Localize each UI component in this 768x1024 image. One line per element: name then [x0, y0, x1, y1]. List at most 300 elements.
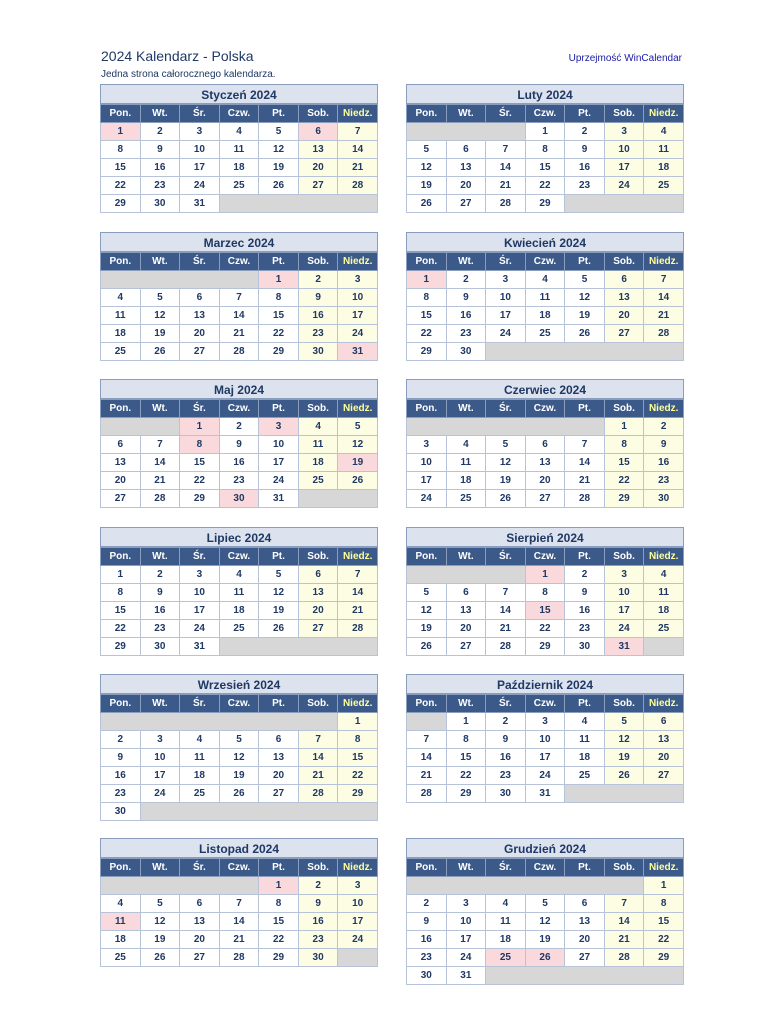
day-cell: 27: [525, 490, 565, 508]
day-cell: 4: [525, 271, 565, 289]
day-cell: 11: [180, 749, 220, 767]
day-cell: 15: [407, 307, 447, 325]
week-row: [407, 967, 684, 985]
day-cell: 13: [180, 913, 220, 931]
day-cell: 21: [219, 325, 259, 343]
month-november: [100, 838, 378, 967]
day-cell: 25: [101, 343, 141, 361]
day-cell: 11: [446, 454, 486, 472]
day-cell: 18: [565, 749, 605, 767]
weekday-header: Pon.: [101, 695, 141, 713]
weekday-header: Sob.: [604, 859, 644, 877]
day-cell: 10: [338, 895, 378, 913]
empty-cell: [298, 490, 377, 508]
day-cell: 9: [298, 289, 338, 307]
week-row: [101, 566, 378, 584]
week-row: [101, 159, 378, 177]
month-grid: [100, 252, 378, 361]
week-row: [407, 713, 684, 731]
day-cell: 6: [446, 584, 486, 602]
week-row: [101, 877, 378, 895]
week-row: [101, 731, 378, 749]
day-cell: 9: [644, 436, 684, 454]
day-cell: 19: [565, 307, 605, 325]
day-cell: 13: [298, 584, 338, 602]
weekday-header-row: [101, 253, 378, 271]
day-cell: 19: [140, 931, 180, 949]
weekday-header: Czw.: [219, 253, 259, 271]
day-cell: 21: [565, 472, 605, 490]
weekday-header: Pon.: [407, 548, 447, 566]
day-cell: 21: [338, 602, 378, 620]
empty-cell: [565, 785, 684, 803]
day-cell: 4: [219, 123, 259, 141]
week-row: [101, 931, 378, 949]
day-cell: 5: [219, 731, 259, 749]
weekday-header: Czw.: [219, 548, 259, 566]
day-cell: 18: [644, 602, 684, 620]
day-cell: 29: [644, 949, 684, 967]
day-cell: 8: [180, 436, 220, 454]
day-cell: 29: [525, 638, 565, 656]
weekday-header: Wt.: [140, 548, 180, 566]
day-cell: 12: [525, 913, 565, 931]
week-row: [101, 454, 378, 472]
day-cell: 16: [486, 749, 526, 767]
day-cell: 17: [604, 159, 644, 177]
day-cell: 14: [338, 584, 378, 602]
month-april: [406, 232, 684, 361]
empty-cell: [101, 713, 338, 731]
weekday-header: Pt.: [565, 253, 605, 271]
day-cell: 13: [446, 159, 486, 177]
day-cell: 17: [180, 159, 220, 177]
day-cell: 24: [180, 177, 220, 195]
day-cell: 21: [298, 767, 338, 785]
day-cell: 20: [180, 931, 220, 949]
day-cell: 15: [180, 454, 220, 472]
weekday-header: Pt.: [259, 400, 299, 418]
month-grid: [406, 858, 684, 985]
day-cell: 12: [259, 584, 299, 602]
empty-cell: [407, 566, 526, 584]
week-row: [407, 289, 684, 307]
day-cell: 22: [101, 177, 141, 195]
month-title: Czerwiec 2024: [406, 379, 684, 399]
day-cell: 25: [644, 177, 684, 195]
day-cell: 15: [101, 602, 141, 620]
day-cell: 3: [604, 123, 644, 141]
day-cell: 26: [407, 195, 447, 213]
day-cell: 31: [446, 967, 486, 985]
day-cell: 8: [525, 584, 565, 602]
day-cell: 29: [259, 949, 299, 967]
month-january: [100, 84, 378, 213]
day-cell: 13: [180, 307, 220, 325]
day-cell: 7: [486, 141, 526, 159]
day-cell: 14: [486, 159, 526, 177]
day-cell: 29: [101, 638, 141, 656]
month-grid: [100, 399, 378, 508]
week-row: [101, 141, 378, 159]
day-cell: 22: [644, 931, 684, 949]
day-cell: 12: [140, 307, 180, 325]
day-cell: 28: [486, 638, 526, 656]
day-cell: 30: [644, 490, 684, 508]
month-title: Sierpień 2024: [406, 527, 684, 547]
day-cell: 21: [407, 767, 447, 785]
day-cell: 17: [446, 931, 486, 949]
day-cell: 19: [259, 159, 299, 177]
weekday-header: Pt.: [565, 105, 605, 123]
week-row: [407, 325, 684, 343]
day-cell: 26: [338, 472, 378, 490]
day-cell: 5: [407, 584, 447, 602]
day-cell: 4: [644, 566, 684, 584]
day-cell: 1: [446, 713, 486, 731]
day-cell: 2: [446, 271, 486, 289]
empty-cell: [101, 271, 259, 289]
weekday-header: Czw.: [219, 859, 259, 877]
day-cell: 18: [101, 931, 141, 949]
day-cell: 3: [525, 713, 565, 731]
day-cell: 17: [180, 602, 220, 620]
day-cell: 7: [140, 436, 180, 454]
weekday-header: Wt.: [140, 105, 180, 123]
day-cell: 13: [525, 454, 565, 472]
month-title: Lipiec 2024: [100, 527, 378, 547]
week-row: [101, 803, 378, 821]
day-cell: 16: [644, 454, 684, 472]
day-cell: 23: [565, 620, 605, 638]
month-september: [100, 674, 378, 821]
calendar-subtitle: Jedna strona całorocznego kalendarza.: [101, 69, 276, 80]
week-row: [407, 418, 684, 436]
week-row: [407, 767, 684, 785]
day-cell: 12: [407, 159, 447, 177]
day-cell: 31: [259, 490, 299, 508]
weekday-header: Czw.: [525, 695, 565, 713]
week-row: [101, 949, 378, 967]
weekday-header: Sob.: [298, 253, 338, 271]
day-cell: 4: [101, 289, 141, 307]
day-cell: 9: [140, 141, 180, 159]
day-cell: 12: [565, 289, 605, 307]
day-cell: 22: [259, 931, 299, 949]
day-cell: 17: [604, 602, 644, 620]
day-cell: 23: [101, 785, 141, 803]
weekday-header: Śr.: [180, 105, 220, 123]
day-cell: 6: [604, 271, 644, 289]
week-row: [407, 749, 684, 767]
day-cell: 28: [486, 195, 526, 213]
day-cell: 8: [407, 289, 447, 307]
weekday-header: Pon.: [407, 105, 447, 123]
weekday-header-row: [407, 548, 684, 566]
day-cell: 9: [407, 913, 447, 931]
day-cell: 3: [259, 418, 299, 436]
day-cell: 23: [298, 931, 338, 949]
day-cell: 19: [525, 931, 565, 949]
weekday-header: Wt.: [446, 400, 486, 418]
day-cell: 29: [259, 343, 299, 361]
weekday-header-row: [407, 859, 684, 877]
week-row: [407, 620, 684, 638]
month-grid: [406, 252, 684, 361]
weekday-header: Niedz.: [338, 105, 378, 123]
day-cell: 30: [140, 195, 180, 213]
day-cell: 17: [525, 749, 565, 767]
day-cell: 7: [338, 566, 378, 584]
day-cell: 18: [525, 307, 565, 325]
day-cell: 3: [140, 731, 180, 749]
month-march: [100, 232, 378, 361]
day-cell: 30: [140, 638, 180, 656]
weekday-header: Niedz.: [338, 859, 378, 877]
day-cell: 27: [604, 325, 644, 343]
day-cell: 2: [644, 418, 684, 436]
day-cell: 28: [644, 325, 684, 343]
day-cell: 8: [259, 895, 299, 913]
day-cell: 26: [259, 620, 299, 638]
week-row: [101, 767, 378, 785]
day-cell: 30: [298, 949, 338, 967]
week-row: [101, 620, 378, 638]
day-cell: 1: [101, 123, 141, 141]
day-cell: 20: [101, 472, 141, 490]
day-cell: 13: [604, 289, 644, 307]
day-cell: 25: [525, 325, 565, 343]
month-title: Maj 2024: [100, 379, 378, 399]
day-cell: 24: [338, 325, 378, 343]
day-cell: 26: [486, 490, 526, 508]
day-cell: 27: [298, 620, 338, 638]
weekday-header: Czw.: [525, 548, 565, 566]
week-row: [407, 436, 684, 454]
week-row: [101, 472, 378, 490]
day-cell: 19: [259, 602, 299, 620]
weekday-header: Niedz.: [644, 548, 684, 566]
day-cell: 4: [180, 731, 220, 749]
day-cell: 18: [219, 159, 259, 177]
month-grid: [406, 399, 684, 508]
day-cell: 5: [259, 566, 299, 584]
day-cell: 8: [101, 584, 141, 602]
week-row: [101, 713, 378, 731]
month-may: [100, 379, 378, 508]
weekday-header: Wt.: [446, 253, 486, 271]
day-cell: 22: [338, 767, 378, 785]
day-cell: 7: [219, 895, 259, 913]
week-row: [407, 785, 684, 803]
day-cell: 16: [101, 767, 141, 785]
day-cell: 5: [407, 141, 447, 159]
day-cell: 26: [140, 343, 180, 361]
day-cell: 31: [180, 195, 220, 213]
day-cell: 31: [180, 638, 220, 656]
day-cell: 5: [140, 895, 180, 913]
day-cell: 23: [446, 325, 486, 343]
weekday-header: Śr.: [180, 400, 220, 418]
day-cell: 28: [140, 490, 180, 508]
day-cell: 1: [525, 123, 565, 141]
day-cell: 10: [140, 749, 180, 767]
day-cell: 21: [140, 472, 180, 490]
day-cell: 20: [604, 307, 644, 325]
day-cell: 11: [644, 141, 684, 159]
weekday-header: Wt.: [140, 400, 180, 418]
day-cell: 13: [446, 602, 486, 620]
week-row: [101, 325, 378, 343]
day-cell: 9: [101, 749, 141, 767]
day-cell: 16: [446, 307, 486, 325]
day-cell: 10: [604, 584, 644, 602]
weekday-header: Wt.: [446, 859, 486, 877]
day-cell: 2: [101, 731, 141, 749]
day-cell: 24: [259, 472, 299, 490]
day-cell: 7: [298, 731, 338, 749]
day-cell: 21: [338, 159, 378, 177]
day-cell: 29: [338, 785, 378, 803]
day-cell: 15: [338, 749, 378, 767]
day-cell: 12: [486, 454, 526, 472]
day-cell: 31: [338, 343, 378, 361]
day-cell: 19: [407, 177, 447, 195]
week-row: [407, 566, 684, 584]
day-cell: 19: [338, 454, 378, 472]
day-cell: 15: [259, 913, 299, 931]
day-cell: 3: [604, 566, 644, 584]
day-cell: 27: [565, 949, 605, 967]
week-row: [407, 454, 684, 472]
day-cell: 22: [259, 325, 299, 343]
day-cell: 18: [101, 325, 141, 343]
day-cell: 29: [525, 195, 565, 213]
day-cell: 7: [219, 289, 259, 307]
day-cell: 6: [565, 895, 605, 913]
day-cell: 14: [219, 913, 259, 931]
day-cell: 19: [140, 325, 180, 343]
day-cell: 16: [140, 602, 180, 620]
week-row: [101, 895, 378, 913]
day-cell: 26: [219, 785, 259, 803]
week-row: [101, 749, 378, 767]
week-row: [101, 289, 378, 307]
day-cell: 25: [180, 785, 220, 803]
day-cell: 3: [446, 895, 486, 913]
day-cell: 23: [140, 620, 180, 638]
weekday-header: Pon.: [407, 695, 447, 713]
month-grid: [406, 104, 684, 213]
empty-cell: [486, 343, 684, 361]
month-grid: [406, 694, 684, 803]
day-cell: 2: [140, 566, 180, 584]
day-cell: 27: [180, 949, 220, 967]
day-cell: 9: [219, 436, 259, 454]
day-cell: 24: [140, 785, 180, 803]
day-cell: 13: [298, 141, 338, 159]
day-cell: 15: [644, 913, 684, 931]
day-cell: 30: [298, 343, 338, 361]
day-cell: 18: [644, 159, 684, 177]
credit-link[interactable]: Uprzejmość WinCalendar: [568, 53, 682, 64]
month-june: [406, 379, 684, 508]
day-cell: 31: [525, 785, 565, 803]
day-cell: 28: [407, 785, 447, 803]
weekday-header: Sob.: [298, 400, 338, 418]
weekday-header-row: [407, 695, 684, 713]
day-cell: 10: [259, 436, 299, 454]
weekday-header: Niedz.: [644, 105, 684, 123]
day-cell: 5: [259, 123, 299, 141]
day-cell: 2: [486, 713, 526, 731]
week-row: [407, 141, 684, 159]
day-cell: 18: [180, 767, 220, 785]
weekday-header: Czw.: [525, 400, 565, 418]
day-cell: 26: [140, 949, 180, 967]
day-cell: 14: [644, 289, 684, 307]
day-cell: 25: [219, 620, 259, 638]
week-row: [407, 877, 684, 895]
weekday-header: Pt.: [565, 695, 605, 713]
empty-cell: [407, 713, 447, 731]
day-cell: 13: [644, 731, 684, 749]
week-row: [101, 638, 378, 656]
weekday-header: Niedz.: [644, 859, 684, 877]
day-cell: 12: [407, 602, 447, 620]
week-row: [407, 731, 684, 749]
day-cell: 22: [525, 177, 565, 195]
week-row: [101, 343, 378, 361]
day-cell: 29: [604, 490, 644, 508]
day-cell: 16: [565, 602, 605, 620]
week-row: [407, 472, 684, 490]
month-title: Kwiecień 2024: [406, 232, 684, 252]
day-cell: 2: [407, 895, 447, 913]
month-grid: [100, 858, 378, 967]
day-cell: 4: [644, 123, 684, 141]
month-grid: [100, 547, 378, 656]
day-cell: 22: [525, 620, 565, 638]
day-cell: 9: [298, 895, 338, 913]
day-cell: 1: [338, 713, 378, 731]
day-cell: 12: [140, 913, 180, 931]
weekday-header: Czw.: [219, 400, 259, 418]
day-cell: 27: [644, 767, 684, 785]
day-cell: 27: [446, 195, 486, 213]
month-title: Październik 2024: [406, 674, 684, 694]
weekday-header: Pon.: [407, 253, 447, 271]
day-cell: 10: [338, 289, 378, 307]
weekday-header-row: [407, 253, 684, 271]
day-cell: 10: [486, 289, 526, 307]
day-cell: 30: [407, 967, 447, 985]
weekday-header: Wt.: [140, 695, 180, 713]
weekday-header: Pt.: [259, 695, 299, 713]
day-cell: 30: [446, 343, 486, 361]
weekday-header: Pt.: [565, 859, 605, 877]
day-cell: 11: [486, 913, 526, 931]
day-cell: 25: [298, 472, 338, 490]
day-cell: 21: [219, 931, 259, 949]
day-cell: 20: [298, 159, 338, 177]
week-row: [101, 785, 378, 803]
weekday-header-row: [407, 400, 684, 418]
day-cell: 21: [644, 307, 684, 325]
weekday-header: Wt.: [446, 105, 486, 123]
day-cell: 9: [565, 141, 605, 159]
day-cell: 20: [259, 767, 299, 785]
